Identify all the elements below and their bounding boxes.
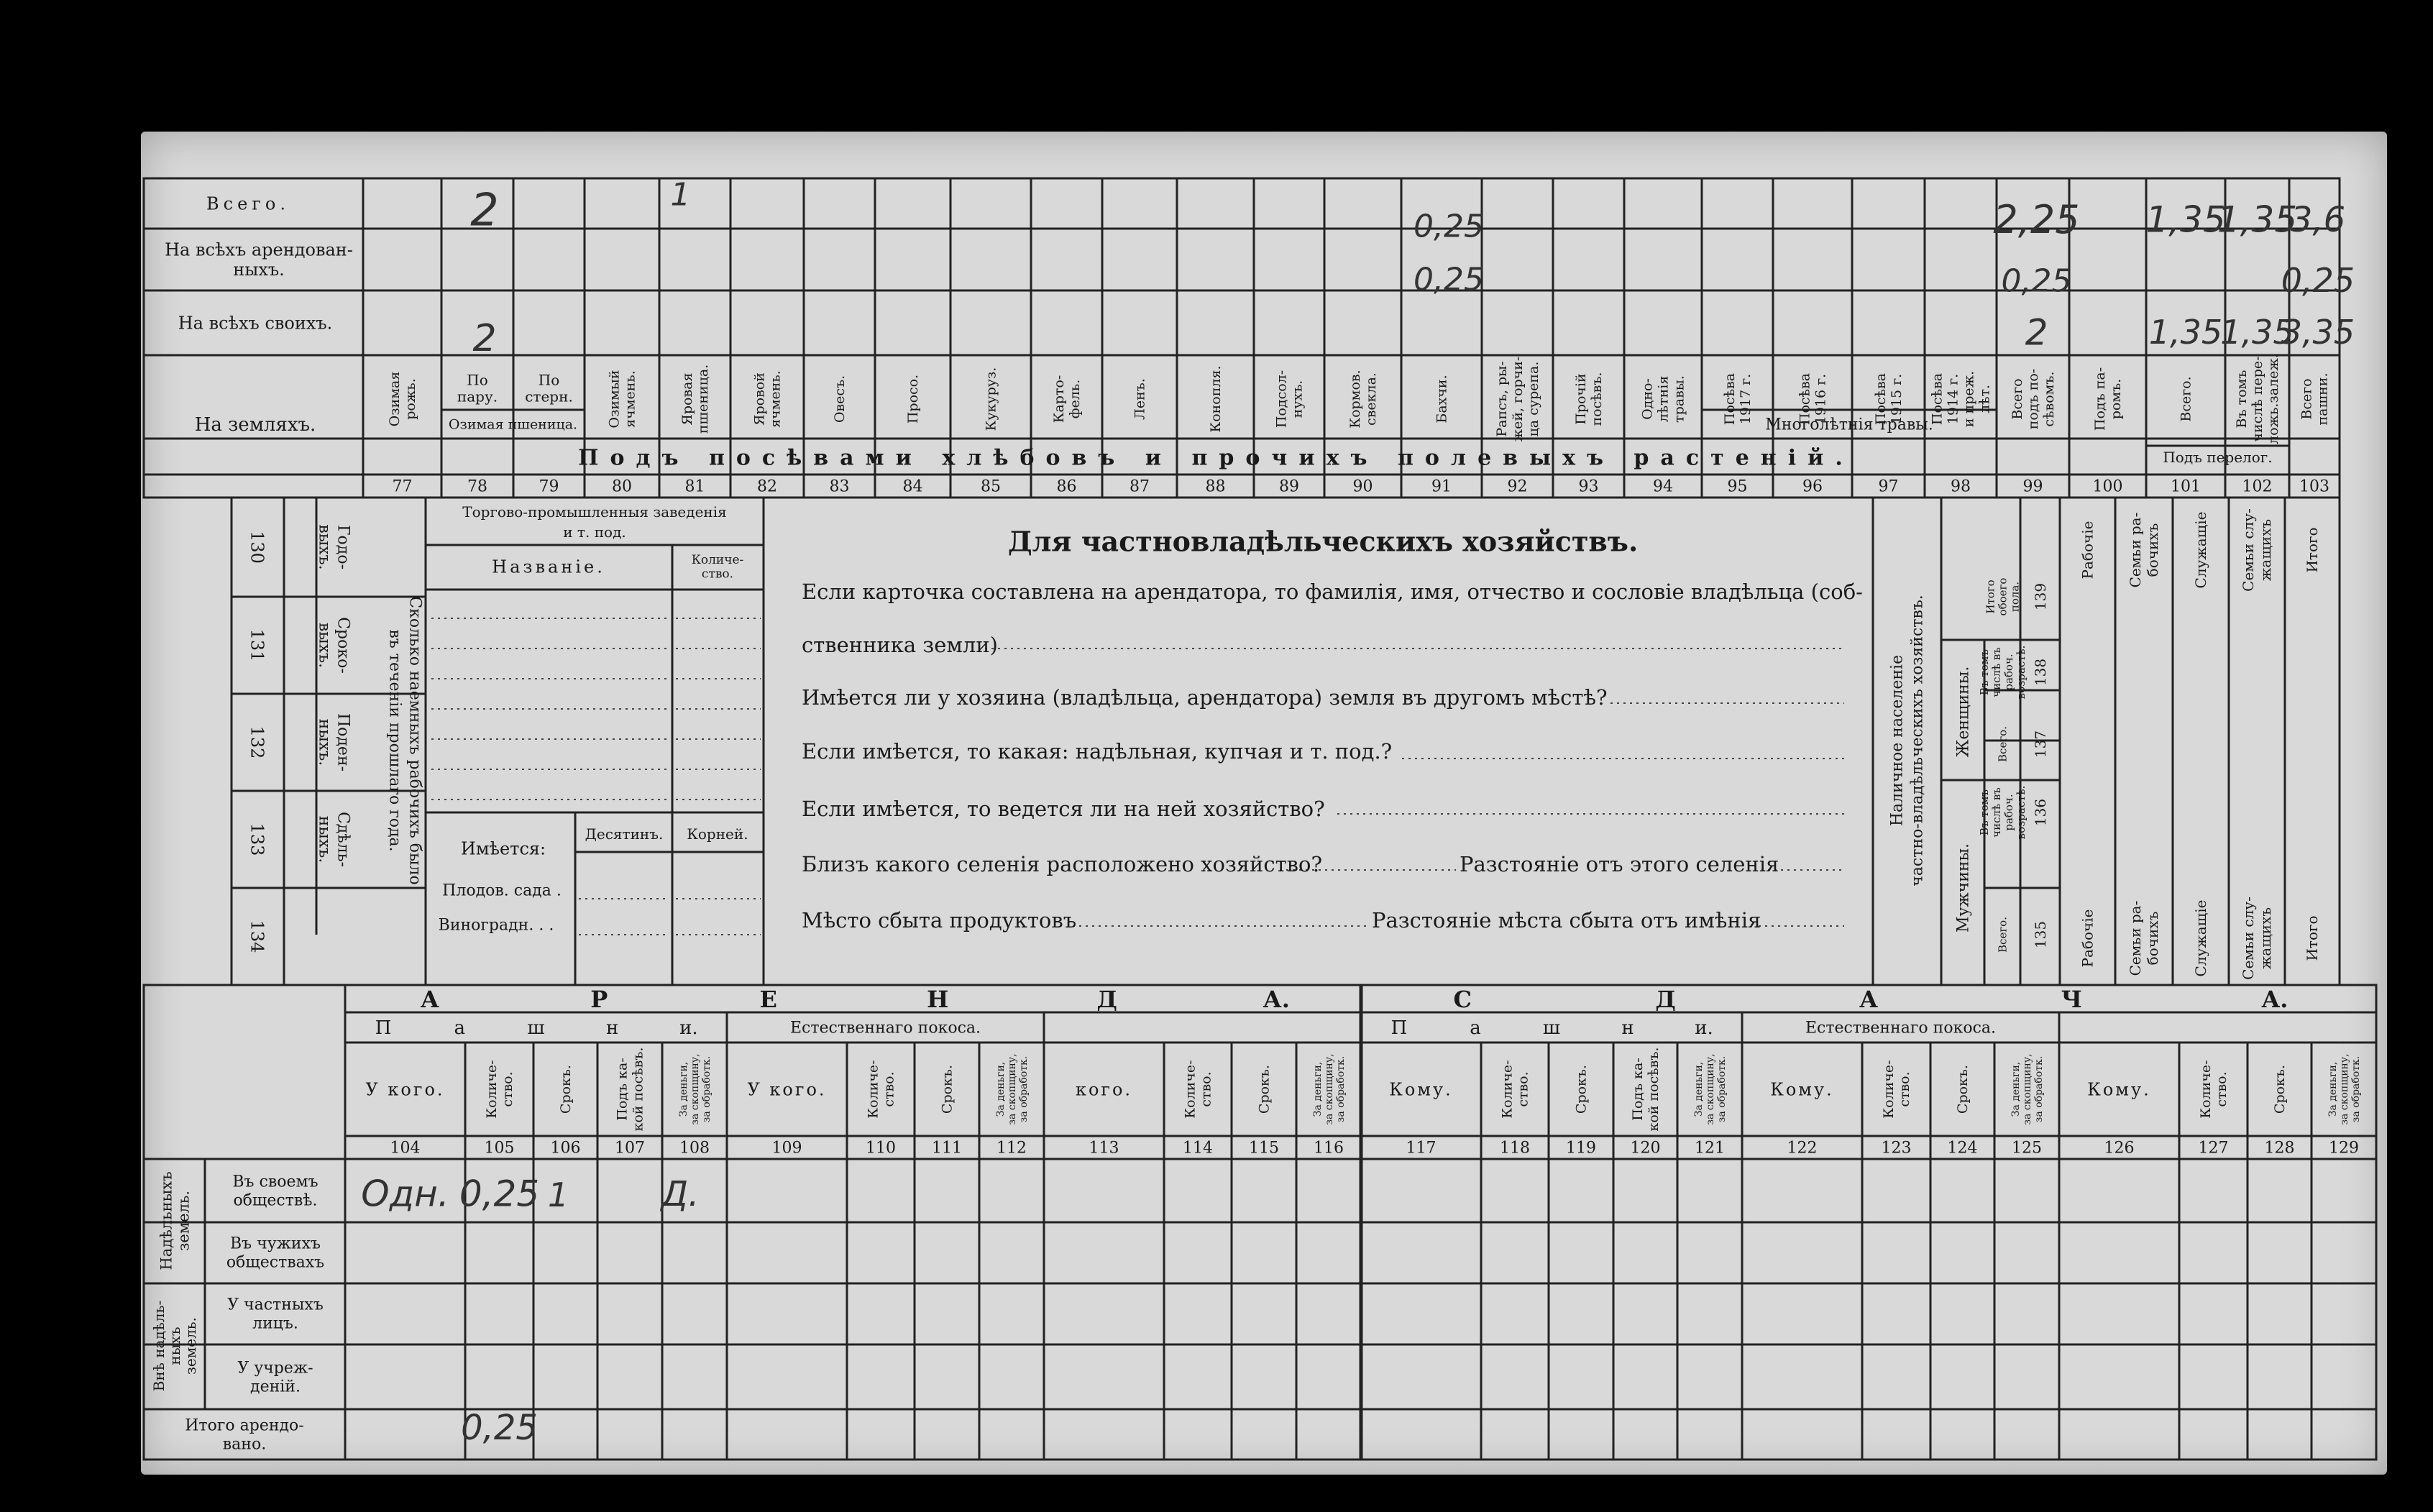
lease-col-header-116: За деньги,за скопщину,за обработк. [1311, 1053, 1347, 1125]
lease-col-num-114: 114 [1183, 1139, 1213, 1158]
private-q2: Имѣется ли у хозяина (владѣльца, арендатора) земля въ другомъ мѣстѣ? [802, 685, 1608, 710]
crop-num-81: 81 [684, 477, 705, 496]
sdacha-pashni: П [1390, 1017, 1408, 1040]
banner-sown: Подъ посѣвами хлѣбовъ и прочихъ полевыхъ растеній. [578, 445, 1854, 471]
arenda-pashni: н [606, 1017, 619, 1040]
row-label-total: Всего. [206, 193, 290, 214]
lease-col-num-117: 117 [1406, 1139, 1437, 1158]
lease-col-header-111: Срокъ. [939, 1064, 956, 1114]
lease-col-header-113: кого. [1075, 1079, 1133, 1100]
arenda-pashni: П [375, 1017, 392, 1040]
crop-num-101: 101 [2171, 477, 2201, 496]
sdacha-letter: Д [1655, 986, 1676, 1014]
lease-col-header-121: За деньги,за скопщину,за обработк. [1692, 1053, 1728, 1125]
crop-header-97: Посѣва1915 г. [1873, 372, 1905, 426]
staff-top-4: Итого [2304, 527, 2321, 573]
private-q5a: Близъ какого селенія расположено хозяйство? [802, 852, 1323, 877]
hw-lease-105: 0,25 [459, 1173, 540, 1215]
workers-label-130: Годо-выхъ. [315, 524, 352, 570]
workers-num-132: 132 [247, 725, 267, 759]
crop-num-92: 92 [1507, 477, 1528, 496]
population-num-137: 137 [2032, 730, 2049, 759]
lease-col-num-112: 112 [996, 1139, 1027, 1158]
crop-num-94: 94 [1653, 477, 1673, 496]
private-q1a: Если карточка составлена на арендатора, то фамилія, имя, отчество и сословіе владѣльца (соб- [802, 579, 1863, 605]
crop-header-103: Всегопашни. [2299, 372, 2331, 426]
private-q4: Если имѣется, то ведется ли на ней хозяйство? [802, 797, 1325, 822]
lease-col-header-120: Подъ ка-кой посѣвъ. [1630, 1047, 1662, 1132]
crop-header-85: Кукуруз. [983, 367, 999, 431]
lease-row-label-2: У частныхъ лицъ. [227, 1296, 324, 1333]
lease-col-num-122: 122 [1787, 1139, 1818, 1158]
group-winter-wheat: Озимая пшеница. [448, 416, 578, 433]
staff-top-3: Семьи слу-жащихъ [2240, 508, 2274, 592]
private-q1b: ственника земли) [802, 633, 998, 658]
lease-col-num-108: 108 [679, 1139, 710, 1158]
row-label-rented: На всѣхъ арендован-ныхъ. [165, 239, 353, 280]
crop-num-86: 86 [1056, 477, 1077, 496]
lease-col-num-116: 116 [1314, 1139, 1344, 1158]
population-women: Женщины. [1954, 666, 1973, 758]
sdacha-letter: С [1453, 986, 1472, 1014]
arenda-pashni: а [454, 1017, 466, 1040]
row-label-own: На всѣхъ своихъ. [178, 313, 333, 334]
crop-num-97: 97 [1878, 477, 1899, 496]
hw-own-78: 2 [472, 317, 497, 361]
staff-bottom-3: Семьи слу-жащихъ [2240, 897, 2274, 980]
crop-header-84: Просо. [905, 374, 922, 424]
trade-qty-header: Количе-ство. [691, 553, 744, 582]
lease-col-header-104: У кого. [365, 1079, 445, 1100]
hw-total-78: 2 [470, 183, 499, 237]
lease-col-header-124: Срокъ. [1955, 1064, 1971, 1114]
crop-header-100: Подъ па-ромъ. [2092, 367, 2125, 431]
staff-bottom-2: Служащіе [2192, 899, 2209, 977]
lease-col-header-127: Количе-ство. [2198, 1060, 2230, 1119]
lease-col-header-128: Срокъ. [2272, 1064, 2288, 1114]
lease-col-header-114: Количе-ство. [1182, 1060, 1214, 1119]
crop-header-98: Посѣва1914 г.и преж.лѣт. [1929, 370, 1993, 428]
lease-col-num-104: 104 [390, 1139, 421, 1158]
crop-header-81: Яроваяпшеница. [679, 364, 712, 434]
crop-header-78: По пару. [457, 371, 498, 406]
lease-col-num-119: 119 [1566, 1139, 1596, 1158]
sdacha-letter: А. [2261, 986, 2288, 1014]
lease-col-header-129: За деньги,за скопщину,за обработк. [2327, 1053, 2362, 1125]
lease-col-num-125: 125 [2012, 1139, 2042, 1158]
crop-num-96: 96 [1802, 477, 1823, 496]
sdacha-pashni: н [1621, 1017, 1634, 1040]
hw-total-81: 1 [670, 176, 691, 214]
hw-own-103: 3,35 [2281, 313, 2355, 352]
hw-lease-104: Одн. [361, 1173, 449, 1215]
lease-col-num-126: 126 [2104, 1139, 2135, 1158]
lease-col-header-110: Количе-ство. [865, 1060, 897, 1119]
arenda-pashni: и. [679, 1017, 698, 1040]
sdacha-pashni: ш [1542, 1017, 1561, 1040]
lease-col-header-105: Количе-ство. [484, 1060, 516, 1119]
private-q6a: Мѣсто сбыта продуктовъ [802, 908, 1077, 933]
lease-col-num-128: 128 [2264, 1139, 2295, 1158]
private-q6b: Разстояніе мѣста сбыта отъ имѣнія [1372, 908, 1761, 933]
private-q5b: Разстояніе отъ этого селенія [1460, 852, 1779, 877]
lease-col-num-118: 118 [1500, 1139, 1530, 1158]
lease-row-label-0: Въ своемъ обществѣ. [232, 1173, 319, 1210]
staff-bottom-0: Рабочіе [2079, 909, 2097, 968]
lease-col-header-126: Кому. [2087, 1079, 2151, 1100]
lease-col-num-120: 120 [1630, 1139, 1661, 1158]
lease-col-num-105: 105 [484, 1139, 515, 1158]
desyatin-header: Десятинъ. [585, 825, 664, 843]
arenda-letter: А [420, 986, 439, 1014]
hw-total-102: 1,35 [2217, 198, 2298, 241]
lease-col-header-122: Кому. [1770, 1079, 1834, 1100]
lease-col-num-123: 123 [1881, 1139, 1912, 1158]
population-col-139: Итогообоегопола. [1984, 577, 2022, 616]
lease-col-header-123: Количе-ство. [1881, 1060, 1913, 1119]
workers-num-133: 133 [247, 823, 267, 856]
crop-num-91: 91 [1431, 477, 1452, 496]
crop-num-90: 90 [1352, 477, 1373, 496]
hw-total-101: 1,35 [2145, 198, 2226, 241]
vineyard-label: Виноградн. . . [438, 916, 554, 935]
hw-total-103: 3,6 [2290, 199, 2346, 240]
crop-num-89: 89 [1279, 477, 1299, 496]
crop-header-90: Кормов.свекла. [1347, 370, 1380, 429]
population-col-136: Въ томъчислѣ върабоч.возрастѣ. [1977, 785, 2028, 840]
lease-col-num-113: 113 [1089, 1139, 1119, 1158]
crop-num-77: 77 [392, 477, 413, 496]
crop-header-88: Конопля. [1208, 365, 1224, 433]
staff-bottom-1: Семьи ра-бочихъ [2127, 900, 2161, 976]
arenda-letter: А. [1263, 986, 1290, 1014]
crop-header-87: Ленъ. [1132, 378, 1148, 420]
crop-header-79: По стерн. [525, 371, 573, 406]
crop-header-83: Овесъ. [832, 375, 848, 423]
lease-col-header-118: Количе-ство. [1499, 1060, 1531, 1119]
private-title: Для частновладѣльческихъ хозяйствъ. [1007, 525, 1639, 558]
lease-col-num-121: 121 [1695, 1139, 1725, 1158]
arenda-letter: Е [759, 986, 777, 1014]
lease-col-header-119: Срокъ. [1573, 1064, 1590, 1114]
hw-own-99: 2 [2025, 311, 2048, 354]
crop-header-82: Яровойячмень. [751, 370, 784, 428]
lease-col-header-108: За деньги,за скопщину,за обработк. [677, 1053, 713, 1125]
hw-total-91: 0,25 [1413, 208, 1484, 245]
staff-top-1: Семьи ра-бочихъ [2127, 512, 2161, 588]
lease-col-num-111: 111 [932, 1139, 962, 1158]
crop-num-85: 85 [981, 477, 1001, 496]
population-col-137: Всего. [1996, 726, 2010, 762]
lease-col-header-107: Подъ ка-кой посѣвъ. [614, 1047, 646, 1132]
trade-title-2: и т. под. [563, 523, 626, 541]
crop-header-91: Бахчи. [1434, 375, 1450, 423]
crop-num-83: 83 [829, 477, 850, 496]
staff-top-2: Служащіе [2192, 511, 2209, 589]
hw-own-101: 1,35 [2148, 313, 2223, 352]
lease-col-header-115: Срокъ. [1256, 1064, 1273, 1114]
crop-header-89: Подсол-нухъ. [1273, 370, 1306, 429]
row-label-on-lands: На земляхъ. [194, 414, 316, 436]
sdacha-pashni: а [1470, 1017, 1481, 1040]
sdacha-pashni: и. [1695, 1017, 1713, 1040]
lease-col-num-107: 107 [615, 1139, 645, 1158]
hw-lease-total-105: 0,25 [461, 1407, 538, 1448]
lease-col-header-117: Кому. [1389, 1079, 1453, 1100]
hw-rented-99: 0,25 [2001, 262, 2072, 300]
crop-header-99: Всегоподъ по-сѣвомъ. [2010, 368, 2058, 430]
staff-top-0: Рабочіе [2079, 521, 2097, 579]
has-label: Имѣется: [460, 838, 546, 859]
crop-num-95: 95 [1727, 477, 1748, 496]
population-num-135: 135 [2032, 920, 2049, 949]
workers-label-131: Сроко-выхъ. [315, 617, 352, 674]
hw-lease-108: Д. [661, 1173, 700, 1214]
group-perennial: Многолѣтнія травы. [1765, 416, 1933, 434]
crop-num-88: 88 [1205, 477, 1226, 496]
lease-col-num-109: 109 [771, 1139, 802, 1158]
crop-header-92: Рапсъ, ры-жей, горчи-ца сурепа. [1494, 356, 1542, 442]
crop-header-80: Озимыйячмень. [606, 370, 638, 429]
workers-caption: Сколько наемныхъ рабочихъ быловъ теченіи прошлаго года. [385, 596, 424, 885]
crop-num-98: 98 [1951, 477, 1971, 496]
arenda-letter: Н [927, 986, 949, 1014]
crop-num-82: 82 [757, 477, 777, 496]
arenda-letter: Р [590, 986, 608, 1014]
crop-header-96: Посѣва1916 г. [1797, 372, 1829, 426]
lease-col-header-112: За деньги,за скопщину,за обработк. [994, 1053, 1030, 1125]
hw-own-102: 1,35 [2220, 313, 2294, 352]
roots-header: Корней. [687, 825, 748, 843]
trade-name-header: Названіе. [492, 556, 605, 577]
orchard-label: Плодов. сада . [442, 881, 562, 900]
population-men: Мужчины. [1954, 843, 1973, 933]
population-num-139: 139 [2032, 582, 2049, 611]
sdacha-letter: А [1859, 986, 1879, 1014]
crop-header-95: Посѣва1917 г. [1722, 372, 1754, 426]
sdacha-hay: Естественнаго покоса. [1805, 1019, 1997, 1037]
lease-col-num-124: 124 [1947, 1139, 1978, 1158]
staff-bottom-4: Итого [2304, 915, 2321, 961]
sdacha-letter: Ч [2061, 986, 2083, 1014]
workers-num-134: 134 [247, 920, 267, 953]
hw-rented-91: 0,25 [1413, 261, 1484, 298]
population-col-135: Всего. [1996, 917, 2010, 953]
population-col-138: Въ томъчислѣ върабоч.возрастѣ. [1977, 645, 2028, 700]
arenda-letter: Д [1096, 986, 1117, 1014]
crop-header-93: Прочійпосѣвъ. [1573, 372, 1605, 426]
crop-num-87: 87 [1130, 477, 1150, 496]
arenda-hay: Естественнаго покоса. [789, 1019, 981, 1037]
lease-total-label: Итого арендо-вано. [185, 1416, 304, 1454]
lease-col-header-106: Срокъ. [558, 1064, 574, 1114]
population-caption: Наличное населеніе частно-владѣльческихъ хозяйствъ. [1888, 595, 1927, 886]
crop-num-78: 78 [467, 477, 487, 496]
crop-num-84: 84 [902, 477, 923, 496]
crop-header-86: Карто-фель. [1051, 375, 1083, 423]
arenda-pashni: ш [527, 1017, 545, 1040]
private-q3: Если имѣется, то какая: надѣльная, купчая и т. под.? [802, 739, 1393, 764]
population-num-138: 138 [2032, 658, 2049, 687]
hw-lease-106: 1 [547, 1176, 569, 1215]
crop-num-79: 79 [539, 477, 559, 496]
workers-label-132: Поден-ныхъ. [315, 713, 352, 772]
population-num-136: 136 [2032, 798, 2049, 827]
trade-title-1: Торгово-промышленныя заведенія [462, 503, 727, 521]
lease-col-num-129: 129 [2329, 1139, 2359, 1158]
lease-col-num-115: 115 [1249, 1139, 1279, 1158]
workers-label-133: Сдѣль-ныхъ. [315, 811, 352, 868]
group-nadel: Надѣльныхъземель. [157, 1171, 193, 1270]
lease-col-num-106: 106 [550, 1139, 581, 1158]
lease-row-label-1: Въ чужихъ обществахъ [226, 1234, 325, 1272]
group-fallow: Подъ перелог. [2163, 449, 2273, 466]
crop-num-100: 100 [2092, 477, 2123, 496]
crop-num-93: 93 [1578, 477, 1599, 496]
crop-header-94: Одно-лѣтніятравы. [1639, 375, 1687, 423]
crop-num-80: 80 [612, 477, 632, 496]
crop-header-77: Озимаярожь. [387, 371, 419, 427]
workers-num-130: 130 [247, 531, 267, 564]
hw-rented-103: 0,25 [2281, 261, 2355, 301]
crop-header-101: Всего. [2178, 376, 2194, 422]
lease-row-label-3: У учреж-деній. [237, 1359, 313, 1396]
group-nonnadel: Внѣ надѣль-ныхъземель. [150, 1300, 199, 1392]
crop-num-102: 102 [2242, 477, 2273, 496]
lease-col-num-127: 127 [2198, 1139, 2229, 1158]
crop-header-102: Въ томъчислѣ пере-ложь.залеж. [2234, 354, 2282, 444]
lease-col-num-110: 110 [866, 1139, 896, 1158]
crop-num-99: 99 [2022, 477, 2043, 496]
workers-num-131: 131 [247, 628, 267, 662]
lease-col-header-109: У кого. [747, 1079, 827, 1100]
lease-col-header-125: За деньги,за скопщину,за обработк. [2010, 1053, 2045, 1125]
crop-num-103: 103 [2299, 477, 2329, 496]
hw-total-99: 2,25 [1993, 196, 2080, 242]
